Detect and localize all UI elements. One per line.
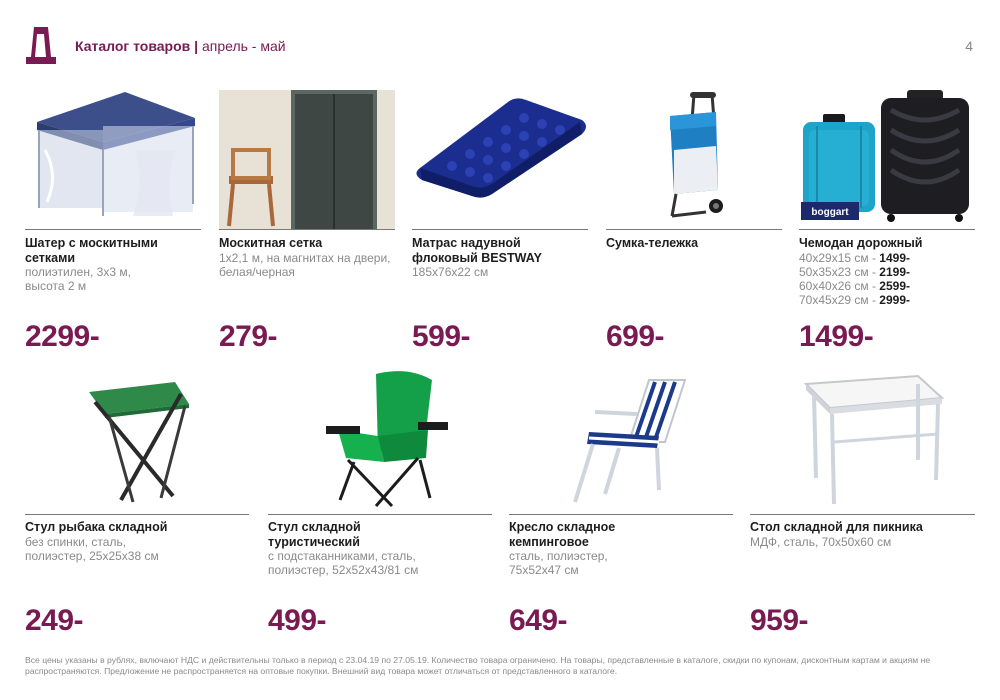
product-price: 649- [509,604,568,637]
shopping-trolley-image [606,90,782,225]
divider-line [509,514,733,515]
product-name: Кресло складное кемпинговое [509,520,616,549]
product-price: 249- [25,604,84,637]
product-description: 185х76х22 см [412,265,489,279]
product-name: Сумка-тележка [606,236,699,250]
size-dimensions: 60х40х26 см - [799,279,880,293]
divider-line [799,229,975,230]
size-price-item [799,293,910,307]
product-description: сталь, полиэстер, 75х52х47 см [509,549,608,577]
product-description: 1х2,1 м, на магнитах на двери, белая/черная [219,251,391,279]
product-card-suitcase[interactable] [799,90,975,360]
product-card-fishing-stool[interactable] [25,372,249,647]
product-price: 599- [412,320,471,353]
page-number: 4 [965,38,973,54]
product-name: Москитная сетка [219,236,323,250]
legal-footnote: Все цены указаны в рублях, включают НДС и действительны только в период с 23.04.19 по 27.05.19. Количество товара ограничено. На товары, представленные в каталоге, скидки по купонам, дисконтным картам и акциям не распространяются. Предложение не распространяется на оптовые покупки. Внешний вид товара может отличаться от представленного в каталоге. [25,655,931,676]
fishing-stool-image [25,372,249,512]
camping-chair-image [268,366,492,512]
size-price-item [799,279,910,293]
product-price: 279- [219,320,278,353]
product-description: МДФ, сталь, 70х50х60 см [750,535,892,549]
product-card-beach-chair[interactable] [509,372,733,647]
product-description: без спинки, сталь, полиэстер, 25х25х38 см [25,535,159,563]
size-price-item [799,251,910,265]
air-mattress-image [412,90,588,220]
catalog-title: Каталог товаров [75,38,191,54]
product-card-air-mattress[interactable] [412,90,588,360]
product-price: 499- [268,604,327,637]
divider-line [219,229,395,230]
brand-label: boggart [811,207,849,218]
size-dimensions: 40х29х15 см - [799,251,880,265]
divider-line [25,514,249,515]
divider-line [268,514,492,515]
picnic-table-image [750,372,975,512]
product-price: 2299- [25,320,100,353]
product-price: 1499- [799,320,874,353]
product-card-picnic-table[interactable] [750,372,975,647]
product-card-mosquito-net[interactable] [219,90,395,360]
brand-logo [25,25,57,65]
product-description: с подстаканниками, сталь, полиэстер, 52х52х43/81 см [268,549,419,577]
divider-line [606,229,782,230]
product-price: 699- [606,320,665,353]
catalog-header [75,38,286,54]
gazebo-tent-image [25,90,201,220]
divider-line [750,514,975,515]
product-card-gazebo[interactable] [25,90,201,360]
product-price: 959- [750,604,809,637]
suitcase-image [799,90,975,225]
size-dimensions: 50х35х23 см - [799,265,880,279]
product-description: полиэтилен, 3х3 м, высота 2 м [25,265,131,293]
product-name: Стол складной для пикника [750,520,923,534]
divider-line [412,229,588,230]
beach-chair-image [509,372,733,512]
catalog-period: апрель - май [201,38,286,54]
size-price: 2599- [879,279,910,293]
size-dimensions: 70х45х29 см - [799,293,880,307]
product-name: Стул рыбака складной [25,520,168,534]
mosquito-net-image [219,90,395,230]
product-name: Матрас надувной флоковый BESTWAY [412,236,542,265]
divider-line [25,229,201,230]
product-name: Шатер с москитными сетками [25,236,158,265]
product-name: Чемодан дорожный [799,236,923,250]
product-name: Стул складной туристический [268,520,361,549]
size-price: 1499- [879,251,910,265]
product-card-shopping-trolley[interactable] [606,90,782,360]
size-price-list [799,251,910,307]
size-price-item [799,265,910,279]
product-card-camping-chair[interactable] [268,366,492,647]
title-separator: | [194,38,199,54]
size-price: 2999- [879,293,910,307]
size-price: 2199- [879,265,910,279]
